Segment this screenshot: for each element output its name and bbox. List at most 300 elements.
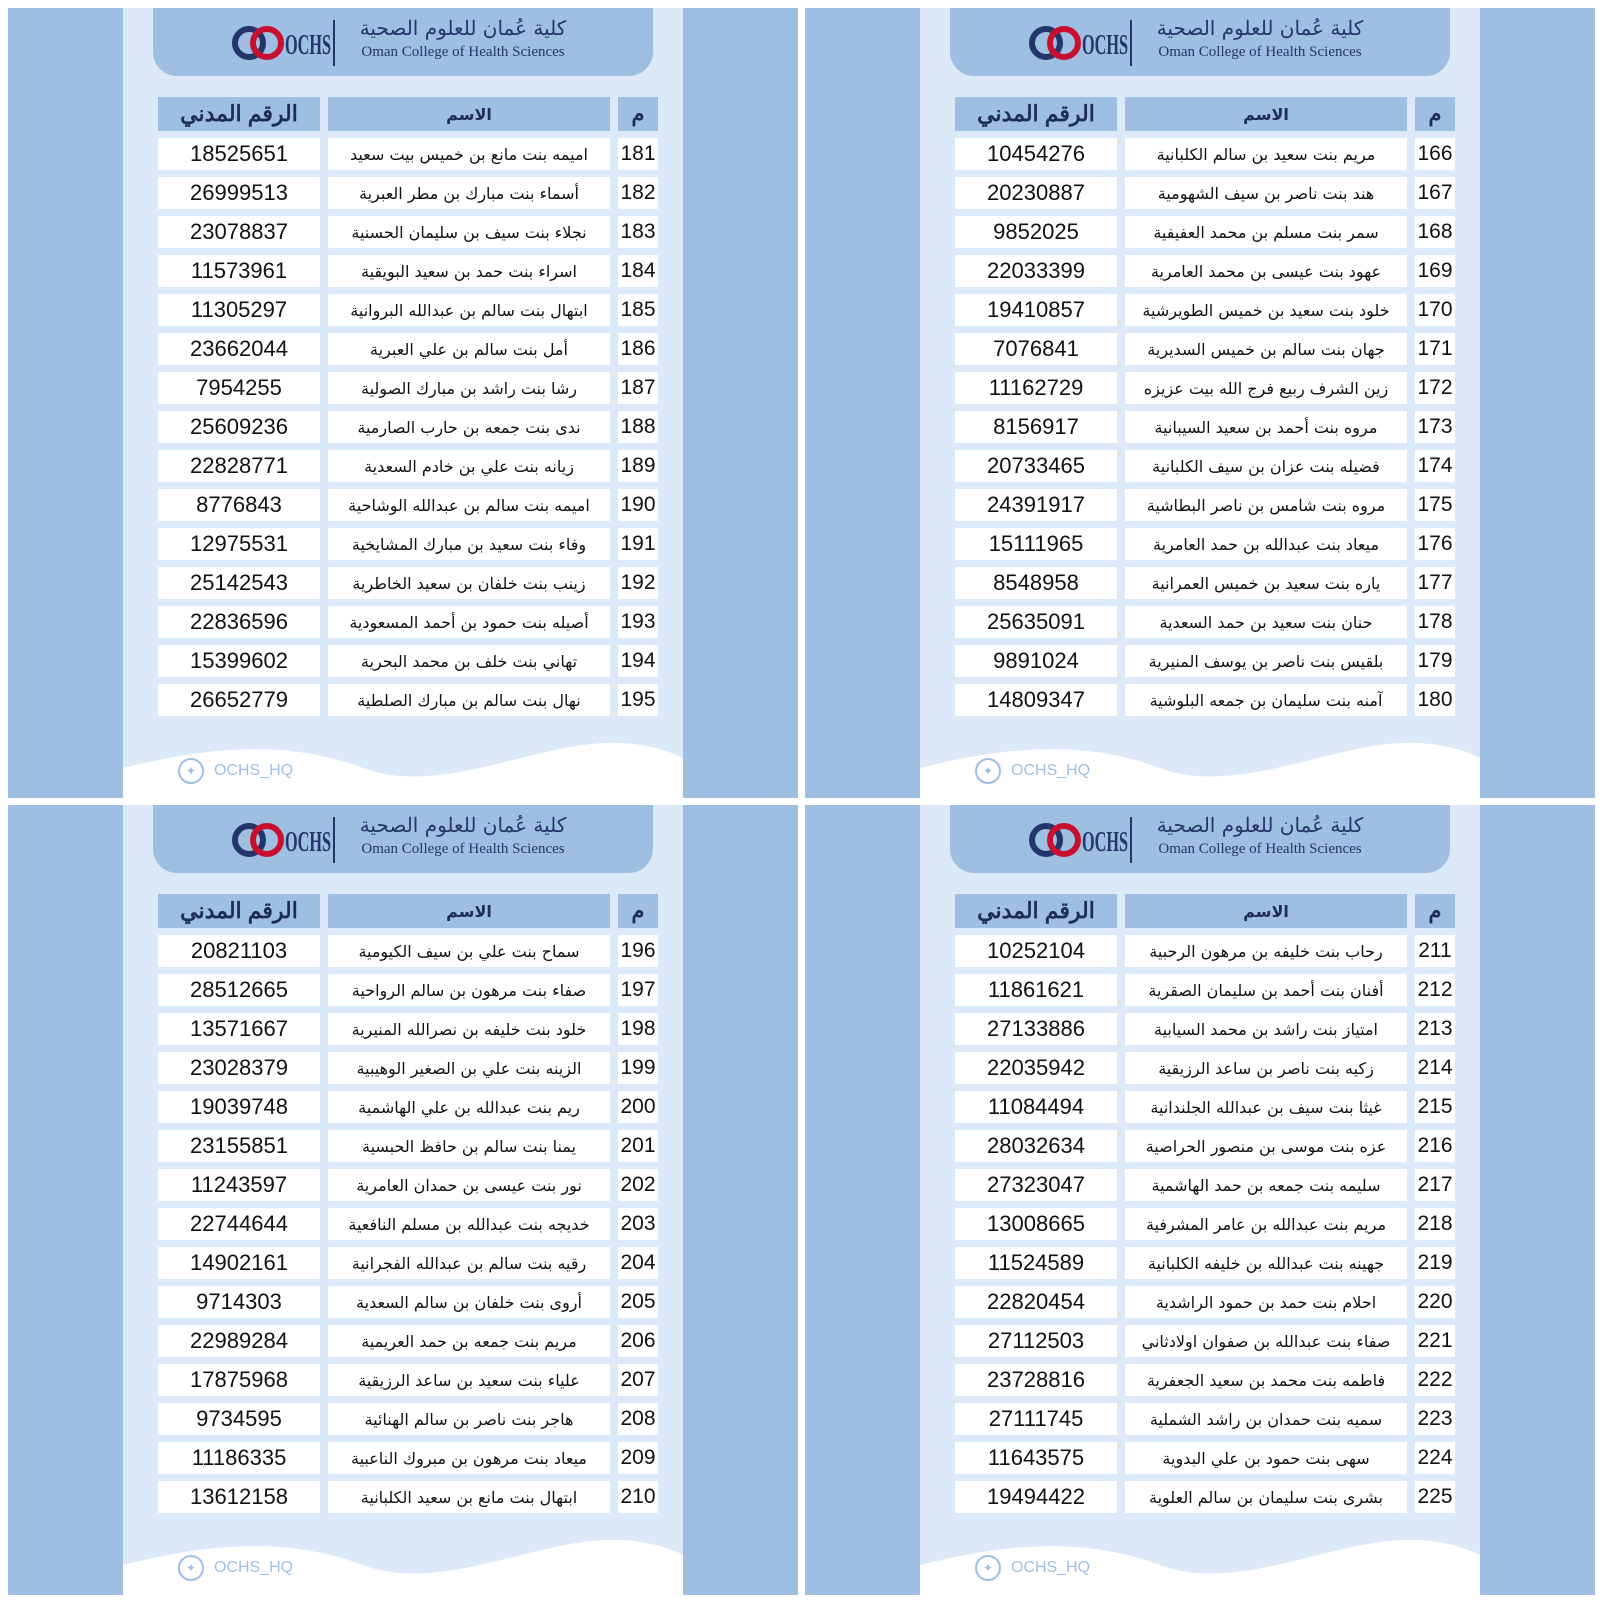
row-name: مريم بنت سعيد بن سالم الكلبانية bbox=[1125, 138, 1407, 170]
list-card bbox=[920, 805, 1480, 1595]
ochs-logo-icon bbox=[233, 815, 333, 865]
row-civil-id: 28512665 bbox=[158, 974, 320, 1006]
row-number: 212 bbox=[1415, 974, 1455, 1006]
header-name: الاسم bbox=[1125, 97, 1407, 131]
row-civil-id: 22828771 bbox=[158, 450, 320, 482]
table-row bbox=[158, 1169, 658, 1201]
row-number: 167 bbox=[1415, 177, 1455, 209]
row-number: 219 bbox=[1415, 1247, 1455, 1279]
row-name: ريم بنت عبدالله بن علي الهاشمية bbox=[328, 1091, 610, 1123]
header-civil-id: الرقم المدني bbox=[158, 97, 320, 131]
row-number: 179 bbox=[1415, 645, 1455, 677]
twitter-icon: ✦ bbox=[178, 1555, 204, 1581]
college-name-arabic: كلية عُمان للعلوم الصحية bbox=[359, 813, 567, 837]
college-name-arabic: كلية عُمان للعلوم الصحية bbox=[1156, 813, 1364, 837]
table-row bbox=[158, 489, 658, 521]
table-row bbox=[955, 935, 1455, 967]
row-number: 180 bbox=[1415, 684, 1455, 716]
table-row bbox=[158, 372, 658, 404]
logo-text: OCHS bbox=[285, 30, 331, 61]
table-row bbox=[955, 528, 1455, 560]
row-civil-id: 23728816 bbox=[955, 1364, 1117, 1396]
row-civil-id: 25635091 bbox=[955, 606, 1117, 638]
ochs-logo-icon bbox=[233, 18, 333, 68]
row-name: عزه بنت موسى بن منصور الحراصية bbox=[1125, 1130, 1407, 1162]
row-number: 222 bbox=[1415, 1364, 1455, 1396]
row-number: 209 bbox=[618, 1442, 658, 1474]
table-header bbox=[158, 894, 658, 928]
row-civil-id: 27111745 bbox=[955, 1403, 1117, 1435]
twitter-handle: OCHS_HQ bbox=[214, 762, 294, 779]
ochs-logo-icon bbox=[1030, 815, 1130, 865]
row-number: 206 bbox=[618, 1325, 658, 1357]
row-number: 225 bbox=[1415, 1481, 1455, 1513]
row-name: أروى بنت خلفان بن سالم السعدية bbox=[328, 1286, 610, 1318]
row-name: اميمه بنت سالم بن عبدالله الوشاحية bbox=[328, 489, 610, 521]
table-row bbox=[955, 606, 1455, 638]
row-number: 173 bbox=[1415, 411, 1455, 443]
table-row bbox=[158, 935, 658, 967]
row-number: 191 bbox=[618, 528, 658, 560]
table-row bbox=[158, 411, 658, 443]
row-number: 169 bbox=[1415, 255, 1455, 287]
table-row bbox=[955, 1169, 1455, 1201]
table-row bbox=[955, 411, 1455, 443]
row-name: جهان بنت سالم بن خميس السديرية bbox=[1125, 333, 1407, 365]
row-civil-id: 25142543 bbox=[158, 567, 320, 599]
college-name-english: Oman College of Health Sciences bbox=[1158, 841, 1362, 857]
row-civil-id: 23155851 bbox=[158, 1130, 320, 1162]
row-name: رشا بنت راشد بن مبارك الصولية bbox=[328, 372, 610, 404]
table-row bbox=[955, 1364, 1455, 1396]
row-number: 193 bbox=[618, 606, 658, 638]
row-name: مريم بنت عبدالله بن عامر المشرفية bbox=[1125, 1208, 1407, 1240]
student-table bbox=[947, 90, 1463, 723]
table-row bbox=[955, 1403, 1455, 1435]
row-name: امتياز بنت راشد بن محمد السيابية bbox=[1125, 1013, 1407, 1045]
table-row bbox=[955, 1013, 1455, 1045]
twitter-link[interactable] bbox=[178, 1555, 293, 1581]
row-name: أمل بنت سالم بن علي العبرية bbox=[328, 333, 610, 365]
table-row bbox=[955, 1247, 1455, 1279]
row-name: ميعاد بنت عبدالله بن حمد العامرية bbox=[1125, 528, 1407, 560]
row-number: 220 bbox=[1415, 1286, 1455, 1318]
row-name: سماح بنت علي بن سيف الكيومية bbox=[328, 935, 610, 967]
row-number: 192 bbox=[618, 567, 658, 599]
row-civil-id: 20230887 bbox=[955, 177, 1117, 209]
row-number: 221 bbox=[1415, 1325, 1455, 1357]
row-number: 168 bbox=[1415, 216, 1455, 248]
row-civil-id: 7076841 bbox=[955, 333, 1117, 365]
twitter-icon: ✦ bbox=[975, 1555, 1001, 1581]
row-civil-id: 17875968 bbox=[158, 1364, 320, 1396]
row-civil-id: 10252104 bbox=[955, 935, 1117, 967]
list-card bbox=[920, 8, 1480, 798]
table-row bbox=[955, 1052, 1455, 1084]
row-number: 224 bbox=[1415, 1442, 1455, 1474]
list-panel bbox=[8, 805, 798, 1595]
row-civil-id: 13008665 bbox=[955, 1208, 1117, 1240]
row-civil-id: 11524589 bbox=[955, 1247, 1117, 1279]
table-row bbox=[158, 1208, 658, 1240]
row-number: 223 bbox=[1415, 1403, 1455, 1435]
row-name: ياره بنت سعيد بن خميس العمرانية bbox=[1125, 567, 1407, 599]
row-number: 172 bbox=[1415, 372, 1455, 404]
table-row bbox=[158, 294, 658, 326]
row-name: هند بنت ناصر بن سيف الشهومية bbox=[1125, 177, 1407, 209]
table-row bbox=[158, 1364, 658, 1396]
row-name: مروه بنت شامس بن ناصر البطاشية bbox=[1125, 489, 1407, 521]
row-number: 174 bbox=[1415, 450, 1455, 482]
row-civil-id: 27133886 bbox=[955, 1013, 1117, 1045]
table-row bbox=[158, 1052, 658, 1084]
row-number: 176 bbox=[1415, 528, 1455, 560]
table-row bbox=[158, 1013, 658, 1045]
header-number: م bbox=[1415, 97, 1455, 131]
list-panel bbox=[805, 8, 1595, 798]
row-number: 204 bbox=[618, 1247, 658, 1279]
row-civil-id: 19494422 bbox=[955, 1481, 1117, 1513]
row-number: 218 bbox=[1415, 1208, 1455, 1240]
row-civil-id: 9714303 bbox=[158, 1286, 320, 1318]
row-number: 182 bbox=[618, 177, 658, 209]
table-row bbox=[955, 1481, 1455, 1513]
logo-divider bbox=[1130, 817, 1132, 863]
header-number: م bbox=[1415, 894, 1455, 928]
row-name: خلود بنت خليفه بن نصرالله المنيرية bbox=[328, 1013, 610, 1045]
row-civil-id: 22744644 bbox=[158, 1208, 320, 1240]
row-civil-id: 26652779 bbox=[158, 684, 320, 716]
row-name: رقيه بنت سالم بن عبدالله الفجرانية bbox=[328, 1247, 610, 1279]
header-number: م bbox=[618, 97, 658, 131]
row-number: 187 bbox=[618, 372, 658, 404]
row-name: بلقيس بنت ناصر بن يوسف المنيرية bbox=[1125, 645, 1407, 677]
table-row bbox=[955, 645, 1455, 677]
row-name: اميمه بنت مانع بن خميس بيت سعيد bbox=[328, 138, 610, 170]
row-civil-id: 19039748 bbox=[158, 1091, 320, 1123]
row-name: حنان بنت سعيد بن حمد السعدية bbox=[1125, 606, 1407, 638]
row-name: آمنه بنت سليمان بن جمعه البلوشية bbox=[1125, 684, 1407, 716]
twitter-link[interactable] bbox=[975, 758, 1090, 784]
college-name-arabic: كلية عُمان للعلوم الصحية bbox=[1156, 16, 1364, 40]
row-civil-id: 22820454 bbox=[955, 1286, 1117, 1318]
row-number: 166 bbox=[1415, 138, 1455, 170]
logo-divider bbox=[333, 20, 335, 66]
table-row bbox=[158, 1247, 658, 1279]
row-name: أفنان بنت أحمد بن سليمان الصقرية bbox=[1125, 974, 1407, 1006]
table-row bbox=[158, 1325, 658, 1357]
header-name: الاسم bbox=[1125, 894, 1407, 928]
row-name: صفاء بنت عبدالله بن صفوان اولادثاني bbox=[1125, 1325, 1407, 1357]
table-row bbox=[158, 974, 658, 1006]
row-civil-id: 18525651 bbox=[158, 138, 320, 170]
twitter-handle: OCHS_HQ bbox=[1011, 762, 1091, 779]
table-row bbox=[955, 1442, 1455, 1474]
row-name: فضيله بنت عزان بن سيف الكلبانية bbox=[1125, 450, 1407, 482]
header-number: م bbox=[618, 894, 658, 928]
table-row bbox=[158, 216, 658, 248]
row-civil-id: 22033399 bbox=[955, 255, 1117, 287]
row-name: عهود بنت عيسى بن محمد العامرية bbox=[1125, 255, 1407, 287]
table-row bbox=[955, 684, 1455, 716]
table-row bbox=[955, 333, 1455, 365]
table-row bbox=[955, 255, 1455, 287]
header-civil-id: الرقم المدني bbox=[955, 97, 1117, 131]
row-number: 171 bbox=[1415, 333, 1455, 365]
row-civil-id: 23662044 bbox=[158, 333, 320, 365]
row-number: 205 bbox=[618, 1286, 658, 1318]
row-number: 186 bbox=[618, 333, 658, 365]
logo-divider bbox=[333, 817, 335, 863]
row-civil-id: 22989284 bbox=[158, 1325, 320, 1357]
row-civil-id: 8776843 bbox=[158, 489, 320, 521]
table-row bbox=[955, 1091, 1455, 1123]
table-row bbox=[158, 1403, 658, 1435]
logo-text: OCHS bbox=[285, 827, 331, 858]
table-row bbox=[955, 1208, 1455, 1240]
ochs-logo-icon bbox=[1030, 18, 1130, 68]
row-name: الزينه بنت علي بن الصغير الوهيبية bbox=[328, 1052, 610, 1084]
row-name: مروه بنت أحمد بن سعيد السيبانية bbox=[1125, 411, 1407, 443]
row-number: 197 bbox=[618, 974, 658, 1006]
row-civil-id: 9891024 bbox=[955, 645, 1117, 677]
row-civil-id: 11243597 bbox=[158, 1169, 320, 1201]
row-name: جهينه بنت عبدالله بن خليفه الكلبانية bbox=[1125, 1247, 1407, 1279]
row-number: 200 bbox=[618, 1091, 658, 1123]
row-name: سليمه بنت جمعه بن حمد الهاشمية bbox=[1125, 1169, 1407, 1201]
row-number: 208 bbox=[618, 1403, 658, 1435]
row-name: اسراء بنت حمد بن سعيد البويقية bbox=[328, 255, 610, 287]
row-number: 194 bbox=[618, 645, 658, 677]
header-civil-id: الرقم المدني bbox=[955, 894, 1117, 928]
table-row bbox=[158, 177, 658, 209]
twitter-link[interactable] bbox=[975, 1555, 1090, 1581]
list-card bbox=[123, 8, 683, 798]
table-row bbox=[158, 645, 658, 677]
row-name: فاطمه بنت محمد بن سعيد الجعفرية bbox=[1125, 1364, 1407, 1396]
table-row bbox=[158, 528, 658, 560]
row-civil-id: 11162729 bbox=[955, 372, 1117, 404]
table-row bbox=[955, 294, 1455, 326]
row-civil-id: 14902161 bbox=[158, 1247, 320, 1279]
row-number: 210 bbox=[618, 1481, 658, 1513]
row-civil-id: 11643575 bbox=[955, 1442, 1117, 1474]
table-row bbox=[955, 1325, 1455, 1357]
row-number: 217 bbox=[1415, 1169, 1455, 1201]
table-row bbox=[955, 567, 1455, 599]
row-name: يمنا بنت سالم بن حافظ الحبسية bbox=[328, 1130, 610, 1162]
twitter-handle: OCHS_HQ bbox=[214, 1559, 294, 1576]
row-civil-id: 11084494 bbox=[955, 1091, 1117, 1123]
row-name: أسماء بنت مبارك بن مطر العبرية bbox=[328, 177, 610, 209]
student-table bbox=[947, 887, 1463, 1520]
row-civil-id: 12975531 bbox=[158, 528, 320, 560]
row-number: 213 bbox=[1415, 1013, 1455, 1045]
row-number: 201 bbox=[618, 1130, 658, 1162]
row-civil-id: 20733465 bbox=[955, 450, 1117, 482]
row-number: 175 bbox=[1415, 489, 1455, 521]
row-name: بشرى بنت سليمان بن سالم العلوية bbox=[1125, 1481, 1407, 1513]
row-number: 177 bbox=[1415, 567, 1455, 599]
table-row bbox=[955, 177, 1455, 209]
table-row bbox=[158, 606, 658, 638]
student-table bbox=[150, 90, 666, 723]
row-name: خلود بنت سعيد بن خميس الطويرشية bbox=[1125, 294, 1407, 326]
row-number: 203 bbox=[618, 1208, 658, 1240]
row-number: 195 bbox=[618, 684, 658, 716]
row-civil-id: 15399602 bbox=[158, 645, 320, 677]
row-civil-id: 11573961 bbox=[158, 255, 320, 287]
row-civil-id: 9852025 bbox=[955, 216, 1117, 248]
row-name: صفاء بنت مرهون بن سالم الرواحية bbox=[328, 974, 610, 1006]
header-name: الاسم bbox=[328, 97, 610, 131]
row-civil-id: 8548958 bbox=[955, 567, 1117, 599]
row-civil-id: 13571667 bbox=[158, 1013, 320, 1045]
table-row bbox=[158, 255, 658, 287]
row-civil-id: 23028379 bbox=[158, 1052, 320, 1084]
list-panel bbox=[8, 8, 798, 798]
table-row bbox=[158, 1481, 658, 1513]
row-number: 202 bbox=[618, 1169, 658, 1201]
row-name: غيثا بنت سيف بن عبدالله الجلندانية bbox=[1125, 1091, 1407, 1123]
table-row bbox=[955, 138, 1455, 170]
header-civil-id: الرقم المدني bbox=[158, 894, 320, 928]
row-name: أصيله بنت حمود بن أحمد المسعودية bbox=[328, 606, 610, 638]
row-name: ندى بنت جمعه بن حارب الصارمية bbox=[328, 411, 610, 443]
table-row bbox=[955, 216, 1455, 248]
table-header bbox=[955, 97, 1455, 131]
twitter-link[interactable] bbox=[178, 758, 293, 784]
table-row bbox=[158, 138, 658, 170]
header-banner bbox=[153, 805, 653, 873]
row-number: 216 bbox=[1415, 1130, 1455, 1162]
row-name: زينب بنت خلفان بن سعيد الخاطرية bbox=[328, 567, 610, 599]
table-row bbox=[955, 489, 1455, 521]
row-civil-id: 27112503 bbox=[955, 1325, 1117, 1357]
header-banner bbox=[950, 805, 1450, 873]
table-row bbox=[955, 1286, 1455, 1318]
header-banner bbox=[153, 8, 653, 76]
row-civil-id: 11305297 bbox=[158, 294, 320, 326]
row-civil-id: 11186335 bbox=[158, 1442, 320, 1474]
table-row bbox=[955, 450, 1455, 482]
row-name: مريم بنت جمعه بن حمد العريمية bbox=[328, 1325, 610, 1357]
row-civil-id: 22836596 bbox=[158, 606, 320, 638]
row-civil-id: 11861621 bbox=[955, 974, 1117, 1006]
row-civil-id: 9734595 bbox=[158, 1403, 320, 1435]
table-row bbox=[955, 974, 1455, 1006]
list-panel bbox=[805, 805, 1595, 1595]
row-name: سهى بنت حمود بن علي البدوية bbox=[1125, 1442, 1407, 1474]
row-civil-id: 24391917 bbox=[955, 489, 1117, 521]
row-name: ميعاد بنت مرهون بن مبروك الناعبية bbox=[328, 1442, 610, 1474]
table-row bbox=[158, 1442, 658, 1474]
logo-text: OCHS bbox=[1082, 30, 1128, 61]
logo-divider bbox=[1130, 20, 1132, 66]
row-civil-id: 23078837 bbox=[158, 216, 320, 248]
row-name: زكيه بنت ناصر بن ساعد الرزيقية bbox=[1125, 1052, 1407, 1084]
row-name: زين الشرف ربيع فرج الله بيت عزيزه bbox=[1125, 372, 1407, 404]
row-name: خديجه بنت عبدالله بن مسلم النافعية bbox=[328, 1208, 610, 1240]
table-row bbox=[158, 567, 658, 599]
row-civil-id: 20821103 bbox=[158, 935, 320, 967]
row-civil-id: 14809347 bbox=[955, 684, 1117, 716]
row-number: 178 bbox=[1415, 606, 1455, 638]
row-number: 215 bbox=[1415, 1091, 1455, 1123]
table-row bbox=[158, 333, 658, 365]
row-civil-id: 10454276 bbox=[955, 138, 1117, 170]
row-number: 211 bbox=[1415, 935, 1455, 967]
row-civil-id: 19410857 bbox=[955, 294, 1117, 326]
row-number: 207 bbox=[618, 1364, 658, 1396]
row-name: هاجر بنت ناصر بن سالم الهنائية bbox=[328, 1403, 610, 1435]
twitter-handle: OCHS_HQ bbox=[1011, 1559, 1091, 1576]
table-row bbox=[158, 1091, 658, 1123]
row-name: رحاب بنت خليفه بن مرهون الرحبية bbox=[1125, 935, 1407, 967]
row-number: 170 bbox=[1415, 294, 1455, 326]
table-row bbox=[158, 1286, 658, 1318]
row-civil-id: 13612158 bbox=[158, 1481, 320, 1513]
row-name: تهاني بنت خلف بن محمد البحرية bbox=[328, 645, 610, 677]
table-row bbox=[955, 1130, 1455, 1162]
row-number: 190 bbox=[618, 489, 658, 521]
row-number: 196 bbox=[618, 935, 658, 967]
header-name: الاسم bbox=[328, 894, 610, 928]
row-civil-id: 28032634 bbox=[955, 1130, 1117, 1162]
table-row bbox=[955, 372, 1455, 404]
row-name: ابتهال بنت مانع بن سعيد الكلبانية bbox=[328, 1481, 610, 1513]
row-civil-id: 7954255 bbox=[158, 372, 320, 404]
college-name-english: Oman College of Health Sciences bbox=[361, 841, 565, 857]
row-number: 198 bbox=[618, 1013, 658, 1045]
row-number: 189 bbox=[618, 450, 658, 482]
row-name: احلام بنت حمد بن حمود الراشدية bbox=[1125, 1286, 1407, 1318]
logo-text: OCHS bbox=[1082, 827, 1128, 858]
row-civil-id: 25609236 bbox=[158, 411, 320, 443]
header-banner bbox=[950, 8, 1450, 76]
row-civil-id: 8156917 bbox=[955, 411, 1117, 443]
table-row bbox=[158, 1130, 658, 1162]
row-name: زيانه بنت علي بن خادم السعدية bbox=[328, 450, 610, 482]
table-row bbox=[158, 684, 658, 716]
row-number: 199 bbox=[618, 1052, 658, 1084]
row-number: 183 bbox=[618, 216, 658, 248]
twitter-icon: ✦ bbox=[975, 758, 1001, 784]
college-name-english: Oman College of Health Sciences bbox=[361, 44, 565, 60]
table-header bbox=[158, 97, 658, 131]
college-name-arabic: كلية عُمان للعلوم الصحية bbox=[359, 16, 567, 40]
table-header bbox=[955, 894, 1455, 928]
row-name: سمر بنت مسلم بن محمد العفيفية bbox=[1125, 216, 1407, 248]
list-card bbox=[123, 805, 683, 1595]
row-civil-id: 15111965 bbox=[955, 528, 1117, 560]
row-name: وفاء بنت سعيد بن مبارك المشايخية bbox=[328, 528, 610, 560]
row-civil-id: 26999513 bbox=[158, 177, 320, 209]
college-name-english: Oman College of Health Sciences bbox=[1158, 44, 1362, 60]
row-number: 184 bbox=[618, 255, 658, 287]
row-name: نهال بنت سالم بن مبارك الصلطية bbox=[328, 684, 610, 716]
row-name: نور بنت عيسى بن حمدان العامرية bbox=[328, 1169, 610, 1201]
row-name: نجلاء بنت سيف بن سليمان الحسنية bbox=[328, 216, 610, 248]
row-number: 188 bbox=[618, 411, 658, 443]
row-civil-id: 22035942 bbox=[955, 1052, 1117, 1084]
row-civil-id: 27323047 bbox=[955, 1169, 1117, 1201]
row-number: 181 bbox=[618, 138, 658, 170]
table-row bbox=[158, 450, 658, 482]
row-name: علياء بنت سعيد بن ساعد الرزيقية bbox=[328, 1364, 610, 1396]
student-table bbox=[150, 887, 666, 1520]
row-number: 214 bbox=[1415, 1052, 1455, 1084]
